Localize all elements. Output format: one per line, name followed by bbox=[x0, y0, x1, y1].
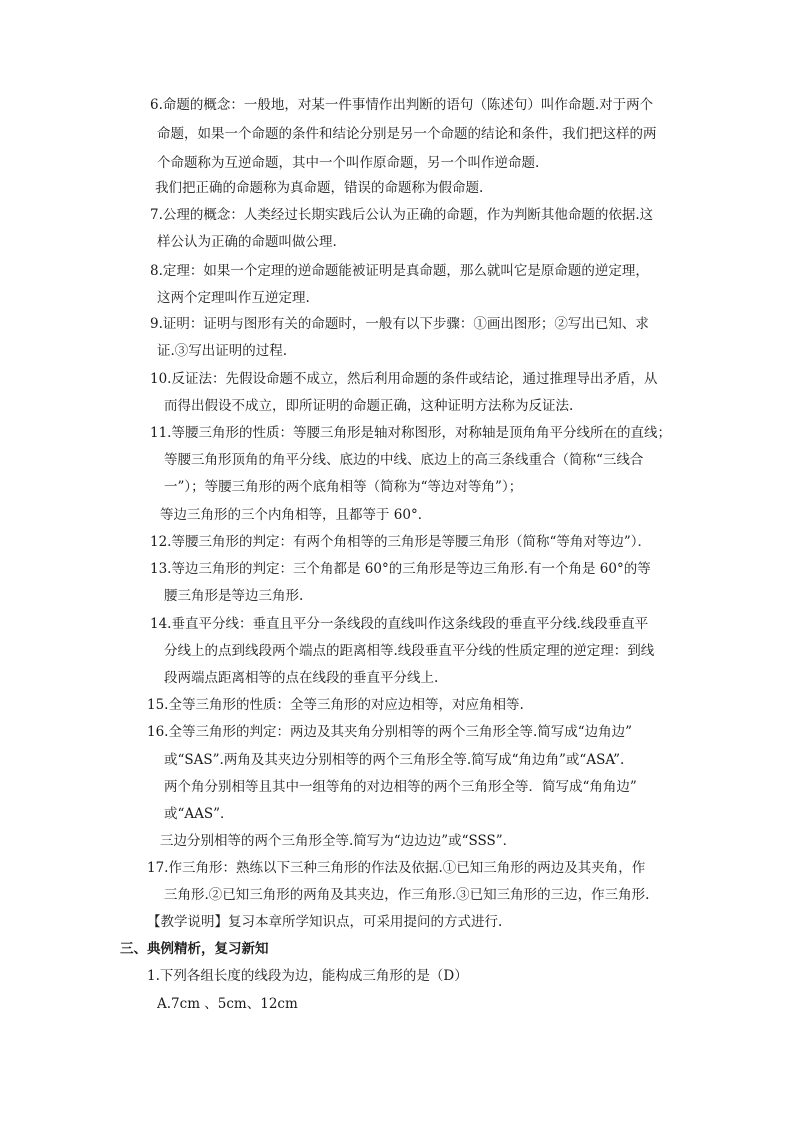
text-line: 7.公理的概念：人类经过长期实践后公认为正确的命题，作为判断其他命题的依据.这 bbox=[150, 207, 654, 223]
text-line: 两个角分别相等且其中一组等角的对边相等的两个三角形全等．简写成“角角边” bbox=[164, 779, 637, 795]
text-line: 而得出假设不成立，即所证明的命题正确，这种证明方法称为反证法. bbox=[164, 398, 574, 414]
text-line: A.7cm 、5cm、12cm bbox=[157, 996, 298, 1012]
text-line: 样公认为正确的命题叫做公理. bbox=[157, 234, 337, 250]
text-line: 三边分别相等的两个三角形全等.简写为“边边边”或“SSS”． bbox=[160, 833, 517, 849]
text-line: 证.③写出证明的过程. bbox=[157, 343, 288, 359]
text-line: 等腰三角形顶角的角平分线、底边的中线、底边上的高三条线重合（简称“三线合 bbox=[164, 452, 644, 468]
text-line: 这两个定理叫作互逆定理. bbox=[157, 290, 310, 306]
text-line: 腰三角形是等边三角形. bbox=[164, 588, 304, 604]
text-line: 或“SAS”.两角及其夹边分别相等的两个三角形全等.简写成“角边角”或“ASA”. bbox=[164, 752, 625, 768]
text-line: 命题，如果一个命题的条件和结论分别是另一个命题的结论和条件，我们把这样的两 bbox=[157, 126, 657, 142]
text-line: 三角形.②已知三角形的两角及其夹边，作三角形.③已知三角形的三边，作三角形. bbox=[164, 887, 650, 903]
text-line: 或“AAS”． bbox=[164, 806, 234, 822]
text-line: 8.定理：如果一个定理的逆命题能被证明是真命题，那么就叫它是原命题的逆定理， bbox=[150, 263, 649, 279]
text-line: 6.命题的概念：一般地，对某一件事情作出判断的语句（陈述句）叫作命题.对于两个 bbox=[150, 97, 654, 113]
text-line: 11.等腰三角形的性质：等腰三角形是轴对称图形，对称轴是顶角角平分线所在的直线； bbox=[150, 425, 671, 441]
text-line: 【教学说明】复习本章所学知识点，可采用提问的方式进行. bbox=[147, 914, 503, 930]
text-line: 15.全等三角形的性质：全等三角形的对应边相等，对应角相等. bbox=[147, 697, 524, 713]
text-line: 10.反证法：先假设命题不成立，然后利用命题的条件或结论，通过推理导出矛盾，从 bbox=[150, 371, 658, 387]
text-line: 等边三角形的三个内角相等，且都等于 60°． bbox=[160, 507, 432, 523]
text-line: 个命题称为互逆命题，其中一个叫作原命题，另一个叫作逆命题. bbox=[157, 155, 540, 171]
text-line: 段两端点距离相等的点在线段的垂直平分线上. bbox=[164, 670, 439, 686]
text-line: 12.等腰三角形的判定：有两个角相等的三角形是等腰三角形（简称“等角对等边”）． bbox=[150, 534, 652, 550]
text-line: 我们把正确的命题称为真命题，错误的命题称为假命题. bbox=[155, 180, 484, 196]
text-line: 一”）；等腰三角形的两个底角相等（简称为“等边对等角”）； bbox=[164, 479, 523, 495]
text-line: 14.垂直平分线：垂直且平分一条线段的直线叫作这条线段的垂直平分线.线段垂直平 bbox=[150, 616, 649, 632]
text-line: 分线上的点到线段两个端点的距离相等.线段垂直平分线的性质定理的逆定理：到线 bbox=[164, 643, 655, 659]
text-line: 1.下列各组长度的线段为边，能构成三角形的是（D） bbox=[147, 968, 468, 984]
text-line: 16.全等三角形的判定：两边及其夹角分别相等的两个三角形全等.简写成“边角边” bbox=[147, 724, 633, 740]
text-line: 17.作三角形：熟练以下三种三角形的作法及依据.①已知三角形的两边及其夹角，作 bbox=[147, 860, 646, 876]
text-line: 9.证明：证明与图形有关的命题时，一般有以下步骤：①画出图形；②写出已知、求 bbox=[150, 316, 649, 332]
text-line: 13.等边三角形的判定：三个角都是 60°的三角形是等边三角形.有一个角是 60°的等 bbox=[150, 561, 651, 577]
section-heading: 三、典例精析，复习新知 bbox=[120, 941, 269, 957]
